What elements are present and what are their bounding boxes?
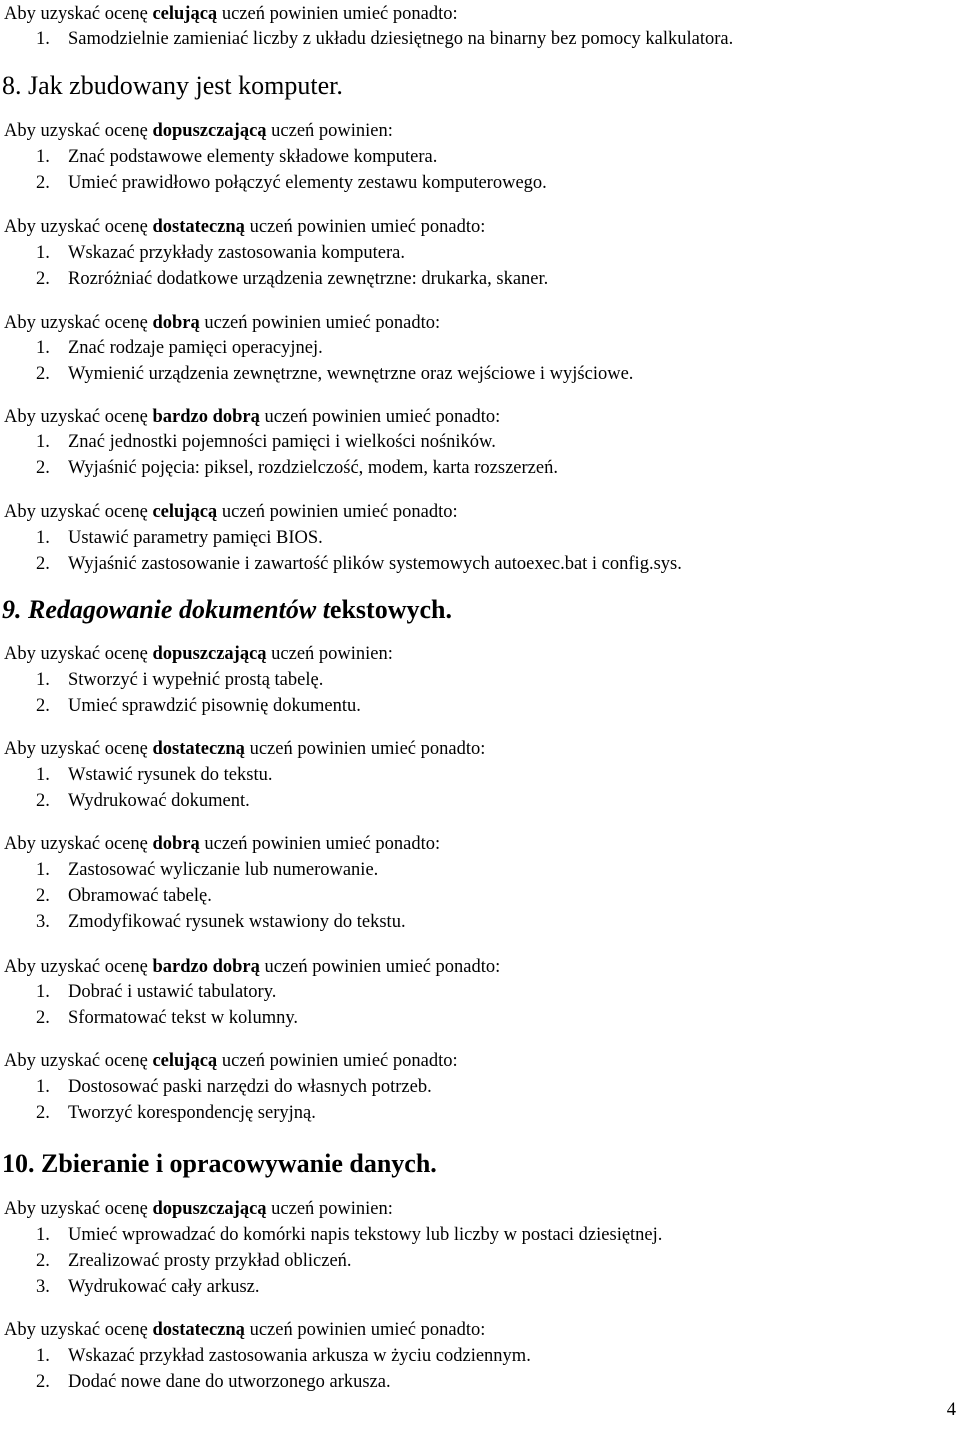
criterion-line	[4, 217, 485, 237]
item-text: Znać podstawowe elementy składowe komputera.	[68, 147, 438, 167]
grade-label: bardzo dobrą	[152, 407, 260, 427]
item-text: Stworzyć i wypełnić prostą tabelę.	[68, 670, 324, 690]
item-number: 2.	[36, 886, 50, 906]
item-text: Rozróżniać dodatkowe urządzenia zewnętrzne: drukarka, skaner.	[68, 269, 549, 289]
item-number: 2.	[36, 458, 50, 478]
section-title: Zbieranie i opracowywanie danych.	[41, 1149, 437, 1178]
criterion-line	[4, 121, 393, 141]
criterion-suffix: uczeń powinien umieć ponadto:	[264, 407, 501, 427]
section-heading	[2, 72, 343, 100]
criterion-prefix: Aby uzyskać ocenę	[4, 739, 148, 759]
item-number: 1.	[36, 432, 50, 452]
criterion-line	[4, 313, 440, 333]
item-text: Samodzielnie zamieniać liczby z układu dziesiętnego na binarny bez pomocy kalkulatora.	[68, 29, 734, 49]
item-number: 1.	[36, 243, 50, 263]
section-number: 10.	[2, 1149, 35, 1178]
item-number: 1.	[36, 982, 50, 1002]
criterion-suffix: uczeń powinien umieć ponadto:	[221, 4, 458, 24]
criterion-suffix: uczeń powinien umieć ponadto:	[221, 1051, 458, 1071]
item-number: 2.	[36, 1372, 50, 1392]
section-title: Jak zbudowany jest komputer.	[28, 71, 343, 100]
item-text: Zastosować wyliczanie lub numerowanie.	[68, 860, 379, 880]
item-text: Zrealizować prosty przykład obliczeń.	[68, 1251, 352, 1271]
criterion-line	[4, 834, 440, 854]
item-text: Ustawić parametry pamięci BIOS.	[68, 528, 323, 548]
criterion-prefix: Aby uzyskać ocenę	[4, 1051, 148, 1071]
grade-label: dopuszczającą	[152, 644, 267, 664]
grade-label: celującą	[152, 1051, 218, 1071]
item-number: 2.	[36, 696, 50, 716]
item-number: 1.	[36, 1346, 50, 1366]
item-text: Wyjaśnić zastosowanie i zawartość plików systemowych autoexec.bat i config.sys.	[68, 554, 682, 574]
criterion-suffix: uczeń powinien umieć ponadto:	[264, 957, 501, 977]
criterion-suffix: uczeń powinien umieć ponadto:	[249, 217, 486, 237]
grade-label: dobrą	[152, 834, 200, 854]
item-text: Wydrukować cały arkusz.	[68, 1277, 260, 1297]
criterion-suffix: uczeń powinien:	[271, 1199, 393, 1219]
item-number: 1.	[36, 528, 50, 548]
page-number: 4	[946, 1400, 956, 1420]
item-number: 2.	[36, 1103, 50, 1123]
section-number: 8.	[2, 71, 22, 100]
grade-label: bardzo dobrą	[152, 957, 260, 977]
grade-label: dostateczną	[152, 217, 245, 237]
item-text: Umieć sprawdzić pisownię dokumentu.	[68, 696, 361, 716]
item-text: Umieć prawidłowo połączyć elementy zestawu komputerowego.	[68, 173, 547, 193]
item-number: 2.	[36, 173, 50, 193]
section-heading	[2, 596, 452, 624]
criterion-suffix: uczeń powinien:	[271, 121, 393, 141]
item-number: 1.	[36, 670, 50, 690]
criterion-line	[4, 1199, 393, 1219]
grade-label: dostateczną	[152, 1320, 245, 1340]
criterion-prefix: Aby uzyskać ocenę	[4, 217, 148, 237]
item-number: 1.	[36, 147, 50, 167]
criterion-line	[4, 957, 500, 977]
criterion-line	[4, 1320, 485, 1340]
item-number: 1.	[36, 29, 50, 49]
criterion-suffix: uczeń powinien umieć ponadto:	[204, 313, 441, 333]
item-text: Wskazać przykłady zastosowania komputera.	[68, 243, 405, 263]
criterion-line	[4, 739, 485, 759]
item-text: Wstawić rysunek do tekstu.	[68, 765, 273, 785]
criterion-line	[4, 502, 458, 522]
criterion-prefix: Aby uzyskać ocenę	[4, 957, 148, 977]
item-text: Zmodyfikować rysunek wstawiony do tekstu.	[68, 912, 406, 932]
item-text: Dobrać i ustawić tabulatory.	[68, 982, 277, 1002]
item-number: 2.	[36, 269, 50, 289]
section-heading	[2, 1150, 437, 1178]
item-number: 2.	[36, 1251, 50, 1271]
item-text: Dodać nowe dane do utworzonego arkusza.	[68, 1372, 391, 1392]
section-title-rest: ekstowych.	[329, 595, 452, 624]
grade-label: celującą	[152, 502, 218, 522]
criterion-prefix: Aby uzyskać ocenę	[4, 1320, 148, 1340]
criterion-prefix: Aby uzyskać ocenę	[4, 502, 148, 522]
item-number: 2.	[36, 791, 50, 811]
criterion-suffix: uczeń powinien:	[271, 644, 393, 664]
item-number: 1.	[36, 1225, 50, 1245]
grade-label: dopuszczającą	[152, 121, 267, 141]
criterion-suffix: uczeń powinien umieć ponadto:	[221, 502, 458, 522]
criterion-prefix: Aby uzyskać ocenę	[4, 4, 148, 24]
criterion-suffix: uczeń powinien umieć ponadto:	[204, 834, 441, 854]
criterion-prefix: Aby uzyskać ocenę	[4, 1199, 148, 1219]
item-text: Wymienić urządzenia zewnętrzne, wewnętrzne oraz wejściowe i wyjściowe.	[68, 364, 634, 384]
grade-label: dopuszczającą	[152, 1199, 267, 1219]
criterion-prefix: Aby uzyskać ocenę	[4, 121, 148, 141]
item-number: 2.	[36, 1008, 50, 1028]
item-number: 2.	[36, 554, 50, 574]
item-text: Umieć wprowadzać do komórki napis tekstowy lub liczby w postaci dziesiętnej.	[68, 1225, 663, 1245]
criterion-suffix: uczeń powinien umieć ponadto:	[249, 739, 486, 759]
item-text: Znać jednostki pojemności pamięci i wielkości nośników.	[68, 432, 496, 452]
item-text: Wydrukować dokument.	[68, 791, 250, 811]
criterion-prefix: Aby uzyskać ocenę	[4, 834, 148, 854]
item-text: Dostosować paski narzędzi do własnych potrzeb.	[68, 1077, 432, 1097]
grade-label: dostateczną	[152, 739, 245, 759]
item-text: Obramować tabelę.	[68, 886, 212, 906]
criterion-line	[4, 407, 500, 427]
item-number: 1.	[36, 1077, 50, 1097]
criterion-line	[4, 4, 458, 24]
grade-label: celującą	[152, 4, 218, 24]
criterion-suffix: uczeń powinien umieć ponadto:	[249, 1320, 486, 1340]
item-number: 3.	[36, 912, 50, 932]
item-text: Wskazać przykład zastosowania arkusza w życiu codziennym.	[68, 1346, 531, 1366]
item-number: 1.	[36, 860, 50, 880]
grade-label: dobrą	[152, 313, 200, 333]
criterion-line	[4, 644, 393, 664]
item-number: 1.	[36, 338, 50, 358]
section-title-italic: Redagowanie dokumentów t	[28, 595, 330, 624]
item-text: Tworzyć korespondencję seryjną.	[68, 1103, 316, 1123]
section-number: 9.	[2, 595, 22, 624]
item-text: Sformatować tekst w kolumny.	[68, 1008, 299, 1028]
item-number: 1.	[36, 765, 50, 785]
item-text: Znać rodzaje pamięci operacyjnej.	[68, 338, 323, 358]
item-number: 3.	[36, 1277, 50, 1297]
criterion-prefix: Aby uzyskać ocenę	[4, 313, 148, 333]
criterion-line	[4, 1051, 458, 1071]
criterion-prefix: Aby uzyskać ocenę	[4, 407, 148, 427]
criterion-prefix: Aby uzyskać ocenę	[4, 644, 148, 664]
item-number: 2.	[36, 364, 50, 384]
item-text: Wyjaśnić pojęcia: piksel, rozdzielczość, modem, karta rozszerzeń.	[68, 458, 558, 478]
